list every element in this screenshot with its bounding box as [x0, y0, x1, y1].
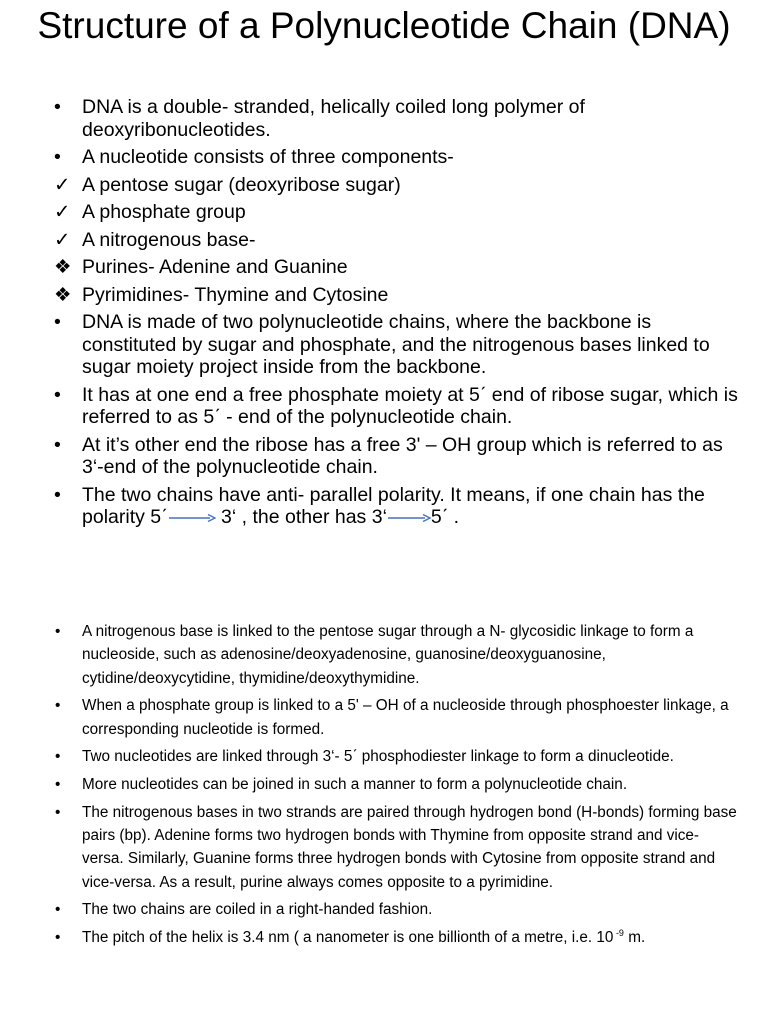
list-item-pitch: • The pitch of the helix is 3.4 nm ( a nanometer is one billionth of a metre, i.e. 10 $^{-9}$ m. — [0, 926, 768, 949]
bullet-icon: • — [55, 775, 61, 793]
right-arrow-icon — [387, 513, 431, 523]
exponent: -9 — [613, 927, 624, 938]
right-arrow-icon — [168, 513, 216, 523]
bullet-icon: • — [54, 383, 61, 406]
bullet-icon: • — [55, 803, 61, 821]
list-item: • A nitrogenous base is linked to the pentose sugar through a N- glycosidic linkage to form a nucleoside, such as adenosine/deoxyadenosine, guanosine/deoxyguanosine, cytidine/deoxycytidine, thymidine/deoxythymidine. — [0, 620, 768, 690]
diamond-icon: ❖ — [54, 283, 72, 306]
main-bullet-list — [0, 96, 768, 534]
list-item: • The two chains are coiled in a right-handed fashion. — [0, 898, 768, 921]
bullet-icon: • — [55, 901, 61, 919]
list-item: • When a phosphate group is linked to a 5' – OH of a nucleoside through phosphoester linkage, a corresponding nucleotide is formed. — [0, 694, 768, 741]
list-item: • It has at one end a free phosphate moiety at 5ˊ end of ribose sugar, which is referred to as 5ˊ - end of the polynucleotide chain. — [54, 383, 738, 428]
bullet-icon: • — [55, 623, 61, 640]
detail-bullet-list — [0, 620, 768, 954]
bullet-icon: • — [54, 146, 61, 168]
list-item: • DNA is a double- stranded, helically coiled long polymer of deoxyribonucleotides. — [54, 96, 585, 141]
bullet-icon: • — [55, 697, 61, 715]
diamond-icon: ❖ — [54, 256, 72, 278]
bullet-icon: • — [54, 433, 61, 456]
list-item: ❖ Purines- Adenine and Guanine — [54, 256, 348, 278]
list-item-polarity: • The two chains have anti- parallel polarity. It means, if one chain has the polarity 5ˊ 3‘ , the other has 3‘ 5ˊ . — [54, 483, 705, 528]
checkmark-icon: ✓ — [54, 173, 71, 196]
list-item: • More nucleotides can be joined in such a manner to form a polynucleotide chain. — [0, 773, 768, 796]
list-item: • The nitrogenous bases in two strands are paired through hydrogen bond (H-bonds) forming base pairs (bp). Adenine forms two hydrogen bonds with Thymine from opposite strand and vice-versa. Similarly, Guanine forms three hydrogen bonds with Cytosine from opposite strand and vice-versa. As a result, purine always comes opposite to a pyrimidine. — [0, 801, 768, 894]
list-item: ❖ Pyrimidines- Thymine and Cytosine — [54, 283, 389, 306]
list-item: ✓ A nitrogenous base- — [54, 228, 256, 251]
list-item: • At it’s other end the ribose has a free 3' – OH group which is referred to as 3‘-end of the polynucleotide chain. — [54, 433, 723, 478]
list-item: • DNA is made of two polynucleotide chains, where the backbone is constituted by sugar and phosphate, and the nitrogenous bases linked to sugar moiety project inside from the backbone. — [54, 311, 710, 378]
checkmark-icon: ✓ — [54, 228, 71, 251]
bullet-icon: • — [54, 311, 61, 333]
list-item: ✓ A pentose sugar (deoxyribose sugar) — [54, 173, 401, 196]
list-item: • Two nucleotides are linked through 3‘- 5ˊ phosphodiester linkage to form a dinucleotide. — [0, 745, 768, 768]
list-item: • A nucleotide consists of three components- — [54, 146, 454, 168]
page-title: Structure of a Polynucleotide Chain (DNA) — [37, 5, 731, 46]
bullet-icon: • — [54, 483, 61, 506]
bullet-icon: • — [55, 928, 61, 946]
bullet-icon: • — [55, 748, 61, 766]
bullet-icon: • — [54, 96, 61, 118]
checkmark-icon: ✓ — [54, 201, 71, 223]
list-item: ✓ A phosphate group — [54, 201, 246, 223]
